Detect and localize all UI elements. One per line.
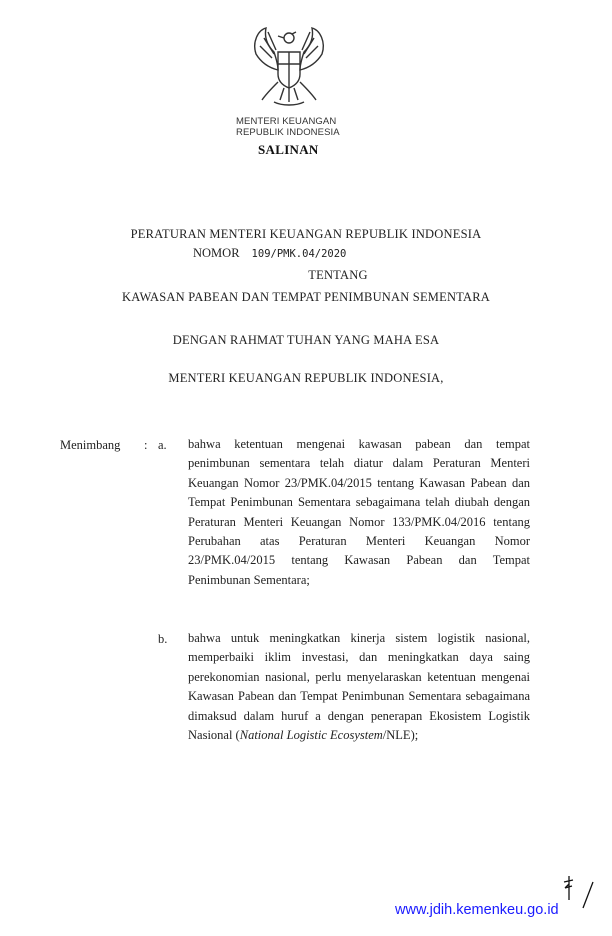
considerations-separator: : [144,438,148,452]
item-a-marker: a. [158,438,167,452]
item-b-marker: b. [158,632,168,646]
nomor-label: NOMOR [193,246,240,260]
tentang-label: TENTANG [308,268,368,282]
regulation-title: PERATURAN MENTERI KEUANGAN REPUBLIK INDONESIA [130,227,482,241]
ministry-line-2: REPUBLIK INDONESIA [236,127,340,138]
considerations-label: Menimbang [60,438,121,452]
consideration-item-b [188,629,530,745]
copy-stamp: SALINAN [258,142,319,157]
nomor-value: 109/PMK.04/2020 [251,248,347,260]
item-b-text-end: /NLE); [382,728,419,743]
ministry-heading [236,116,346,138]
garuda-emblem-icon [248,24,330,112]
item-b-italic: National Logistic Ecosystem [239,728,383,743]
item-b-text: bahwa untuk meningkatkan kinerja sistem logistik nasional, memperbaiki iklim investasi, dan meningkatkan daya saing perekonomian nasional, perlu menyelaraskan ketentuan mengenai Kawasan Pabean dan Tempat Penimbunan Sementara sebagaimana dimaksud dalam huruf a dengan penerapan Ekosistem Logistik Nasional ( [188,631,530,743]
regulation-subject: KAWASAN PABEAN DAN TEMPAT PENIMBUNAN SEMENTARA [121,290,490,304]
authority: MENTERI KEUANGAN REPUBLIK INDONESIA, [168,371,444,385]
invocation: DENGAN RAHMAT TUHAN YANG MAHA ESA [172,333,440,347]
initials-signature-icon [555,868,612,918]
ministry-line-1: MENTERI KEUANGAN [236,116,337,127]
consideration-item-a [188,435,530,590]
regulation-number [193,246,346,261]
item-a-text: bahwa ketentuan mengenai kawasan pabean dan tempat penimbunan sementara telah diatur dalam Peraturan Menteri Keuangan Nomor 23/PMK.04/2015 tentang Kawasan Pabean dan Tempat Penimbunan Sementara sebagaimana telah diubah dengan Peraturan Menteri Keuangan Nomor 133/PMK.04/2016 tentang Perubahan atas Peraturan Menteri Keuangan Nomor 23/PMK.04/2015 tentang Kawasan Pabean dan Tempat Penimbunan Sementara; [188,437,530,587]
jdih-website-link[interactable]: www.jdih.kemenkeu.go.id [395,902,559,918]
